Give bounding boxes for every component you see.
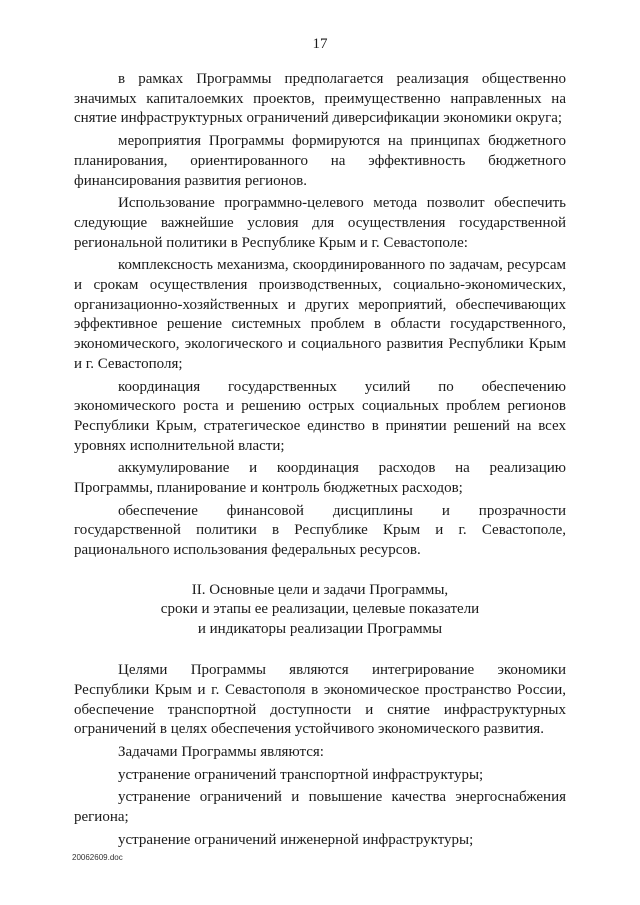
paragraph: мероприятия Программы формируются на принципах бюджетного планирования, ориентированного на эффективность бюджетного финансирования развития регионов. [74, 133, 566, 189]
document-body [74, 70, 566, 853]
section-heading [74, 581, 566, 639]
paragraph: в рамках Программы предполагается реализация общественно значимых капиталоемких проектов, преимущественно направленных на снятие инфраструктурных ограничений диверсификации экономики округа; [74, 71, 566, 127]
paragraph: устранение ограничений инженерной инфраструктуры; [118, 831, 474, 848]
paragraph: Задачами Программы являются: [118, 743, 324, 760]
section-heading-line: II. Основные цели и задачи Программы, [191, 581, 449, 598]
section-heading-line: и индикаторы реализации Программы [197, 620, 443, 637]
paragraph: координация государственных усилий по обеспечению экономического роста и решению острых социальных проблем регионов Республики Крым, стратегическое единство в принятии решений на всех уровнях исполнительной власти; [74, 378, 566, 454]
section-heading-line: сроки и этапы ее реализации, целевые показатели [160, 601, 480, 618]
page-number: 17 [312, 36, 328, 52]
paragraph: комплексность механизма, скоординированного по задачам, ресурсам и срокам осуществления производственных, социально-экономических, организационно-хозяйственных и других мероприятий, обеспечивающих эффективное решение системных проблем в области государственного, экономического, экологического и социального развития Республики Крым и г. Севастополя; [74, 257, 566, 372]
paragraph: обеспечение финансовой дисциплины и прозрачности государственной политики в Республике Крым и г. Севастополе, рационального использования федеральных ресурсов. [74, 502, 566, 559]
paragraph: Целями Программы являются интегрирование экономики Республики Крым и г. Севастополя в экономическое пространство России, обеспечение транспортной доступности и снятие инфраструктурных ограничений в целях обеспечения устойчивого экономического развития. [74, 662, 566, 738]
paragraph: аккумулирование и координация расходов на реализацию Программы, планирование и контроль бюджетных расходов; [74, 460, 566, 497]
paragraph: устранение ограничений и повышение качества энергоснабжения региона; [74, 789, 566, 826]
paragraph: Использование программно-целевого метода позволит обеспечить следующие важнейшие условия для осуществления государственной региональной политики в Республике Крым и г. Севастополе: [74, 195, 566, 251]
file-name-footer: 20062609.doc [72, 853, 123, 862]
paragraph: устранение ограничений транспортной инфраструктуры; [118, 766, 484, 783]
